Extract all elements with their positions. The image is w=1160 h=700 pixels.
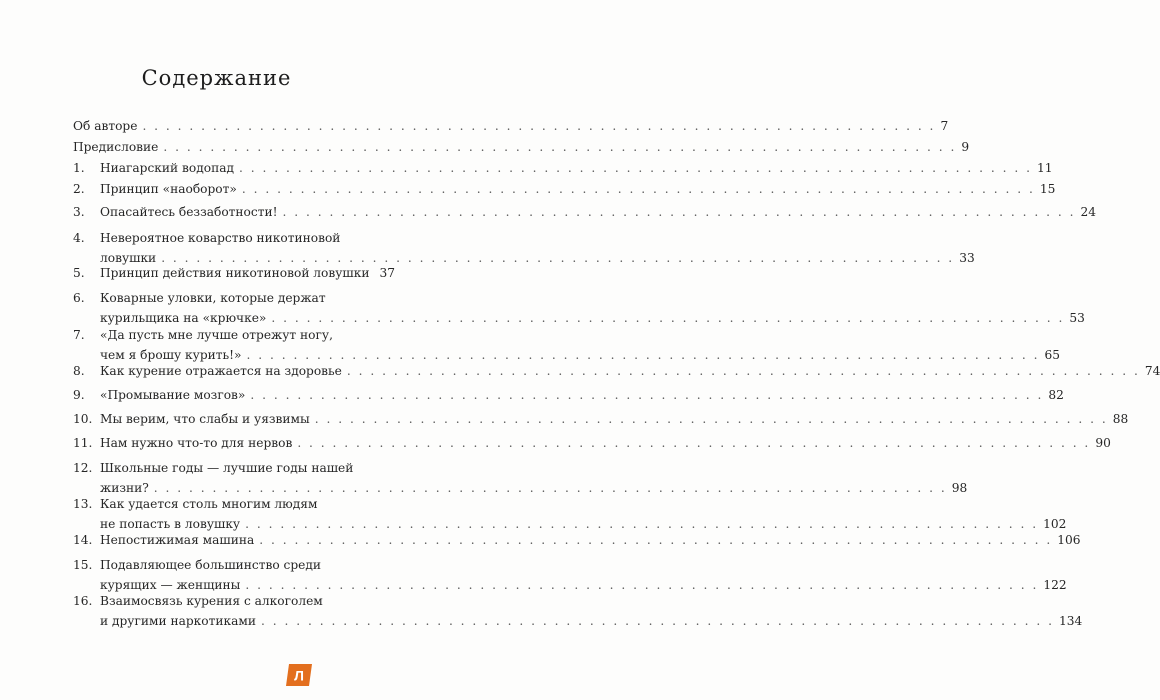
toc-page-number: 134 <box>1058 614 1083 628</box>
chapter-number: 14. <box>73 533 93 547</box>
toc-page-number: 98 <box>951 481 968 495</box>
chapter-number: 5. <box>73 266 85 280</box>
dot-leader: . . . . . . . . . . . . . . . . . . . . . . . . . . . . . . . . . . . . . . . . . . . . . . . . . . . . . . . . . . . . . . . . . . . . <box>346 364 1140 378</box>
toc-entry-title: Школьные годы — лучшие годы нашей <box>100 461 354 475</box>
dot-leader: . . . . . . . . . . . . . . . . . . . . . . . . . . . . . . . . . . . . . . . . . . . . . . . . . . . . . . . . . . . . . . . . . . . . <box>246 348 1040 362</box>
toc-entry-title: и другими наркотиками <box>100 614 256 628</box>
toc-page-number: 106 <box>1057 533 1081 547</box>
chapter-number: 10. <box>73 412 93 426</box>
publisher-logo-icon <box>286 664 312 686</box>
toc-entry-title: Нам нужно что-то для нервов <box>100 436 293 450</box>
toc-page-number: 15 <box>1039 182 1056 196</box>
toc-entry-title: не попасть в ловушку <box>100 517 241 531</box>
dot-leader: . . . . . . . . . . . . . . . . . . . . . . . . . . . . . . . . . . . . . . . . . . . . . . . . . . . . . . . . . . . . . . . . . . . . <box>153 481 947 495</box>
toc-entry-title: курильщика на «крючке» <box>100 311 267 325</box>
svg-text:Л: Л <box>294 667 304 684</box>
dot-leader: . . . . . . . . . . . . . . . . . . . . . . . . . . . . . . . . . . . . . . . . . . . . . . . . . . . . . . . . . . . . . . . . . . . . <box>238 161 1032 175</box>
chapter-number: 6. <box>73 291 85 305</box>
toc-entry-title: ловушки <box>100 251 157 265</box>
chapter-number: 16. <box>73 594 93 608</box>
toc-entry-title: Опасайтесь беззаботности! <box>100 205 278 219</box>
chapter-number: 13. <box>73 497 93 511</box>
chapter-number: 11. <box>73 436 93 450</box>
toc-page-number: 90 <box>1095 436 1111 450</box>
toc-page-number: 65 <box>1044 348 1060 362</box>
toc-page-number: 11 <box>1036 161 1053 175</box>
toc-entry-title: Коварные уловки, которые держат <box>100 291 326 305</box>
dot-leader: . . . . . . . . . . . . . . . . . . . . . . . . . . . . . . . . . . . . . . . . . . . . . . . . . . . . . . . . . . . . . . . . . . . . <box>259 533 1053 547</box>
toc-entry-title: «Промывание мозгов» <box>100 388 246 402</box>
chapter-number: 4. <box>73 231 85 245</box>
toc-entry-title: Как удается столь многим людям <box>100 497 318 511</box>
dot-leader: . . . . . . . . . . . . . . . . . . . . . . . . . . . . . . . . . . . . . . . . . . . . . . . . . . . . . . . . . . . . . . . . . . . . <box>142 119 936 133</box>
toc-page-number: 102 <box>1043 517 1067 531</box>
toc-page-number: 33 <box>959 251 975 265</box>
chapter-number: 9. <box>73 388 85 402</box>
dot-leader: . . . . . . . . . . . . . . . . . . . . . . . . . . . . . . . . . . . . . . . . . . . . . . . . . . . . . . . . . . . . . . . . . . . . <box>297 436 1091 450</box>
toc-entry-title: Непостижимая машина <box>100 533 255 547</box>
toc-page-number: 53 <box>1069 311 1085 325</box>
toc-entry-title: Предисловие <box>73 140 159 154</box>
chapter-number: 2. <box>73 182 85 196</box>
toc-entry-title: жизни? <box>100 481 149 495</box>
toc-entry-title: Принцип «наоборот» <box>100 182 237 196</box>
chapter-number: 3. <box>73 205 85 219</box>
toc-entry-title: Мы верим, что слабы и уязвимы <box>100 412 310 426</box>
toc-page-number: 122 <box>1043 578 1067 592</box>
toc-page-number: 74 <box>1144 364 1160 378</box>
dot-leader: . . . . . . . . . . . . . . . . . . . . . . . . . . . . . . . . . . . . . . . . . . . . . . . . . . . . . . . . . . . . . . . . . . . . <box>163 140 957 154</box>
toc-page-number: 88 <box>1112 412 1129 426</box>
toc-page-number: 82 <box>1048 388 1064 402</box>
toc-entry-title: Подавляющее большинство среди <box>100 558 322 572</box>
toc-entry-title: Принцип действия никотиновой ловушки <box>100 266 370 280</box>
dot-leader: . . . . . . . . . . . . . . . . . . . . . . . . . . . . . . . . . . . . . . . . . . . . . . . . . . . . . . . . . . . . . . . . . . . . <box>314 412 1108 426</box>
toc-entry-title: Об авторе <box>73 119 138 133</box>
dot-leader: . . . . . . . . . . . . . . . . . . . . . . . . . . . . . . . . . . . . . . . . . . . . . . . . . . . . . . . . . . . . . . . . . . . . <box>241 182 1035 196</box>
chapter-number: 12. <box>73 461 93 475</box>
dot-leader: . . . . . . . . . . . . . . . . . . . . . . . . . . . . . . . . . . . . . . . . . . . . . . . . . . . . . . . . . . . . . . . . . . . . <box>245 578 1039 592</box>
toc-page-number: 9 <box>961 140 970 154</box>
chapter-number: 15. <box>73 558 93 572</box>
dot-leader: . . . . . . . . . . . . . . . . . . . . . . . . . . . . . . . . . . . . . . . . . . . . . . . . . . . . . . . . . . . . . . . . . . . . <box>271 311 1065 325</box>
toc-entry-title: Ниагарский водопад <box>100 161 234 175</box>
toc-entry-title: курящих — женщины <box>100 578 241 592</box>
dot-leader: . . . . . . . . . . . . . . . . . . . . . . . . . . . . . . . . . . . . . . . . . . . . . . . . . . . . . . . . . . . . . . . . . . . . <box>282 205 1076 219</box>
dot-leader: . . . . . . . . . . . . . . . . . . . . . . . . . . . . . . . . . . . . . . . . . . . . . . . . . . . . . . . . . . . . . . . . . . . . <box>250 388 1044 402</box>
toc-entry-title: Невероятное коварство никотиновой <box>100 231 341 245</box>
dot-leader: . . . . . . . . . . . . . . . . . . . . . . . . . . . . . . . . . . . . . . . . . . . . . . . . . . . . . . . . . . . . . . . . . . . . <box>260 614 1054 628</box>
toc-entry-title: «Да пусть мне лучше отрежут ногу, <box>100 328 333 342</box>
dot-leader: . . . . . . . . . . . . . . . . . . . . . . . . . . . . . . . . . . . . . . . . . . . . . . . . . . . . . . . . . . . . . . . . . . . . <box>161 251 955 265</box>
toc-entry-title: Как курение отражается на здоровье <box>100 364 342 378</box>
page-title: Содержание <box>141 66 292 90</box>
toc-entry-title: Взаимосвязь курения с алкоголем <box>100 594 323 608</box>
toc-page-number: 37 <box>379 266 396 280</box>
chapter-number: 1. <box>73 161 85 175</box>
toc-page-number: 24 <box>1080 205 1096 219</box>
toc-page-number: 7 <box>940 119 949 133</box>
dot-leader: . . . . . . . . . . . . . . . . . . . . . . . . . . . . . . . . . . . . . . . . . . . . . . . . . . . . . . . . . . . . . . . . . . . . <box>245 517 1039 531</box>
toc-entry-title: чем я брошу курить!» <box>100 348 242 362</box>
chapter-number: 8. <box>73 364 85 378</box>
chapter-number: 7. <box>73 328 85 342</box>
